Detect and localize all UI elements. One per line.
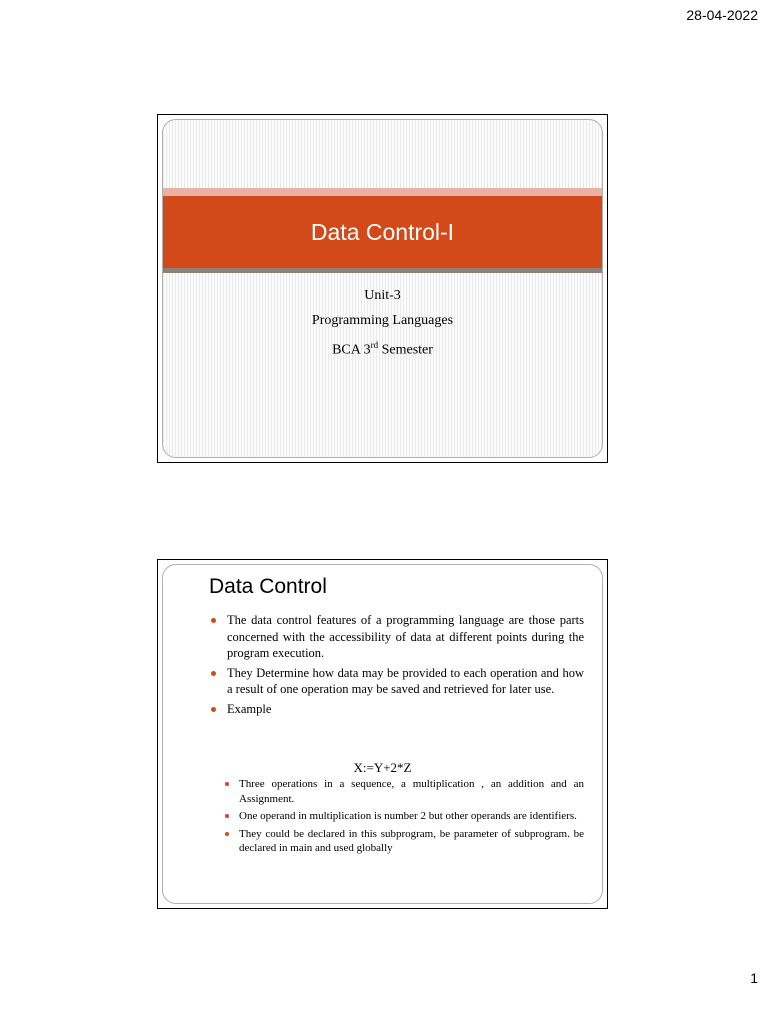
title-band-top-stripe: [163, 188, 602, 196]
course-suffix: Semester: [378, 342, 433, 358]
slide-title: [157, 114, 608, 463]
sub-bullet-item: Three operations in a sequence, a multiplication , an addition and an Assignment.: [224, 777, 584, 806]
title-band: [163, 196, 602, 268]
course-label: [163, 333, 602, 363]
bullet-list: [210, 612, 584, 720]
course-ordinal: rd: [370, 340, 379, 350]
bullet-item: They Determine how data may be provided to each operation and how a result of one operation may be saved and retrieved for later use.: [210, 665, 584, 698]
example-expression: X:=Y+2*Z: [353, 760, 412, 775]
sub-bullet-list: [224, 777, 584, 859]
slide-data-control-frame: [162, 564, 603, 904]
bullet-item: Example: [210, 701, 584, 718]
subject-label: Programming Languages: [311, 312, 454, 328]
bullet-item: The data control features of a programming language are those parts concerned with the accessibility of data at different points during the program execution.: [210, 612, 584, 662]
slide-heading: Data Control: [209, 575, 327, 598]
unit-label: Unit-3: [364, 288, 401, 303]
page-number: 1: [750, 970, 758, 986]
slide-title-frame: [162, 119, 603, 458]
sub-bullet-item: They could be declared in this subprogram, be parameter of subprogram. be declared in main and used globally: [224, 827, 584, 856]
document-date: 28-04-2022: [686, 7, 758, 23]
slide-data-control: [157, 559, 608, 909]
sub-bullet-item: One operand in multiplication is number 2 but other operands are identifiers.: [224, 809, 584, 824]
title-band-bottom-stripe: [163, 268, 602, 273]
slide-subtitle-block: [163, 284, 602, 363]
course-prefix: BCA 3: [332, 342, 371, 358]
slide-title-heading: Data Control-I: [310, 218, 455, 245]
